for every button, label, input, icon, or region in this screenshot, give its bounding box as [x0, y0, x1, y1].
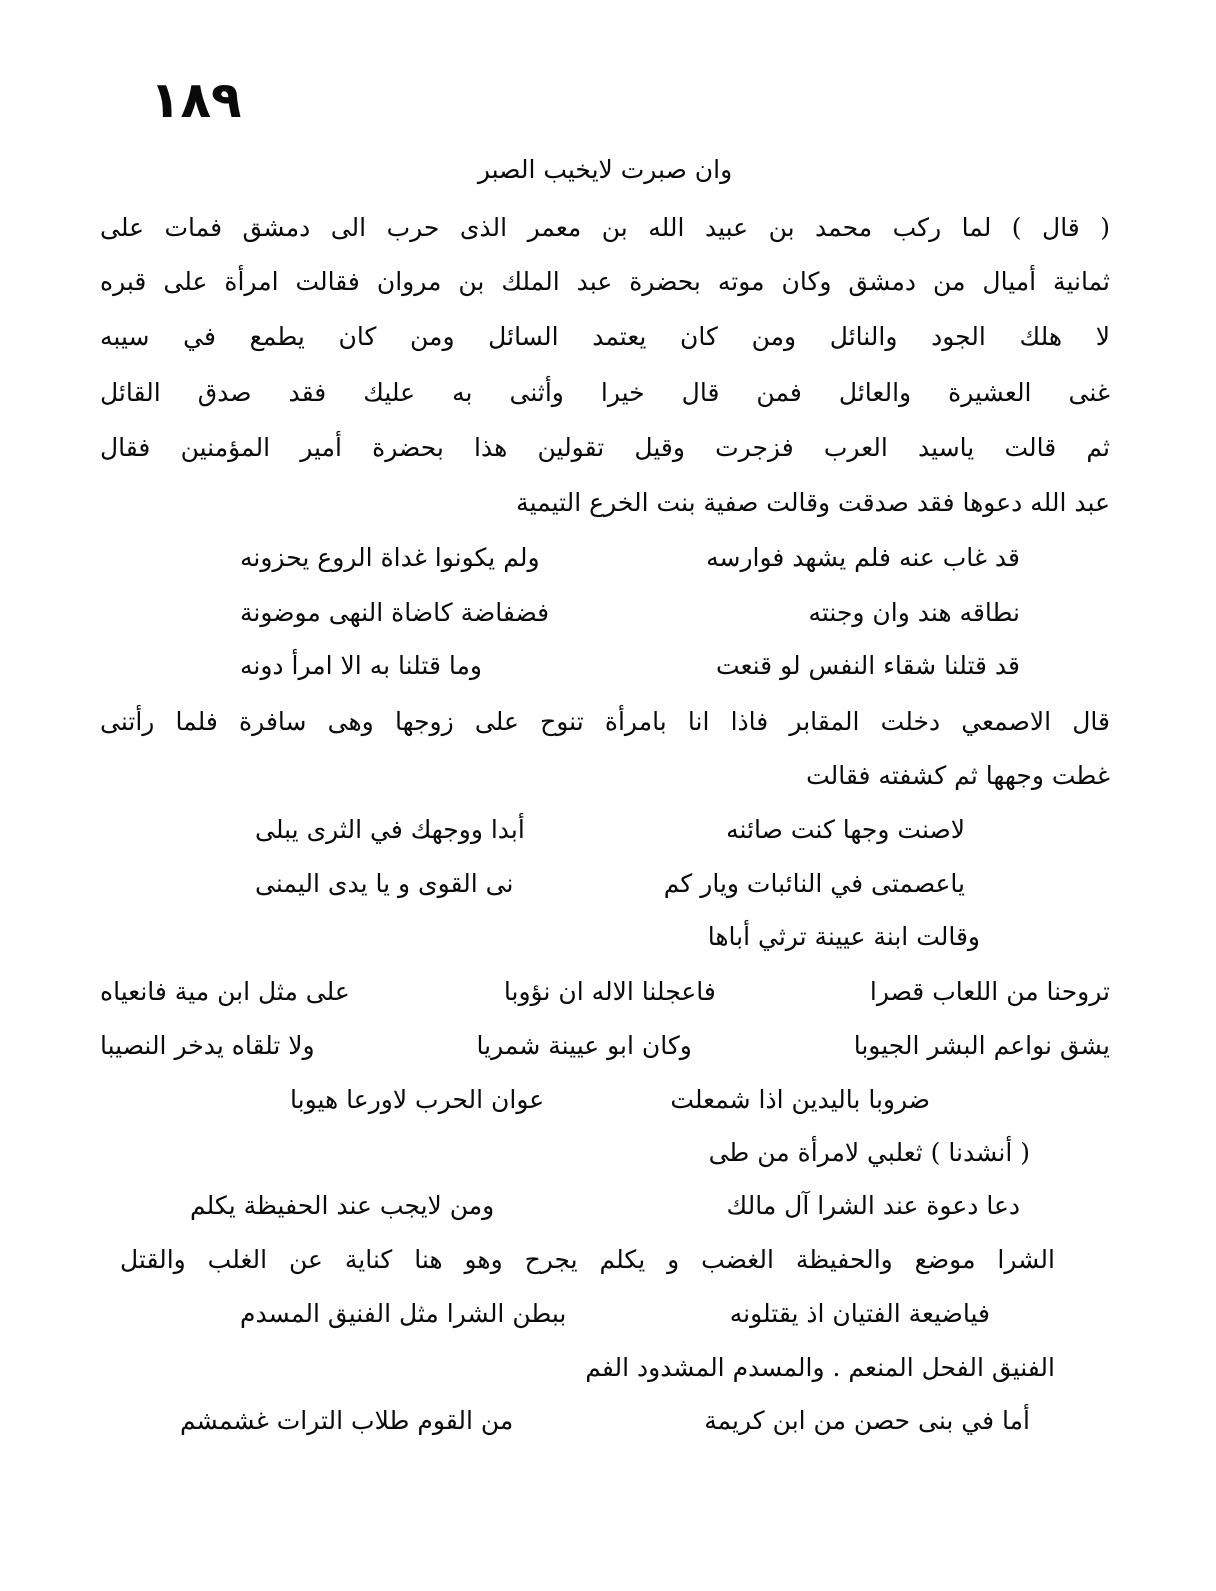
- verse-line: [255, 864, 965, 904]
- verse-hemistich: لاصنت وجها كنت صائنه: [726, 815, 965, 844]
- text-line: عبد الله دعوها فقد صدقت وقالت صفية بنت الخرع التيمية: [516, 488, 1110, 517]
- verse-hemistich: فاعجلنا الاله ان نؤوبا: [503, 977, 716, 1006]
- verse-hemistich: نطاقه هند وان وجنته: [808, 598, 1020, 627]
- verse-line: [190, 1186, 1020, 1226]
- verse-line: [255, 810, 965, 850]
- verse-hemistich: ياعصمتى في النائبات ويار كم: [663, 869, 965, 898]
- verse-hemistich: نى القوى و يا يدى اليمنى: [255, 869, 514, 898]
- verse-hemistich: يشق نواعم البشر الجيوبا: [853, 1031, 1110, 1060]
- text-line: الفنيق الفحل المنعم . والمسدم المشدود الفم: [585, 1353, 1055, 1382]
- text-line: ثمانية أميال من دمشق وكان موته بحضرة عبد الملك بن مروان فقالت امرأة على قبره: [100, 267, 1110, 296]
- verse-hemistich: قد قتلنا شقاء النفس لو قنعت: [716, 651, 1020, 680]
- text-line: ثم قالت ياسيد العرب فزجرت وقيل تقولين هذا بحضرة أمير المؤمنين فقال: [100, 433, 1110, 462]
- verse-line: [240, 538, 1020, 578]
- verse-hemistich: ولم يكونوا غداة الروع يحزونه: [240, 543, 540, 572]
- text-line: ( أنشدنا ) ثعلبي لامرأة من طى: [708, 1138, 1030, 1167]
- verse-line: [180, 1401, 1030, 1441]
- verse-hemistich: وكان ابو عيينة شمريا: [476, 1031, 692, 1060]
- text-line: وان صبرت لايخيب الصبر: [477, 155, 733, 184]
- verse-line: [290, 1080, 930, 1120]
- verse-hemistich: دعا دعوة عند الشرا آل مالك: [726, 1191, 1020, 1220]
- verse-hemistich: وما قتلنا به الا امرأ دونه: [240, 651, 482, 680]
- text-line: وقالت ابنة عيينة ترثي أباها: [707, 922, 980, 951]
- verse-hemistich: أبدا ووجهك في الثرى يبلى: [255, 815, 525, 844]
- verse-line: [240, 646, 1020, 686]
- verse-hemistich: قد غاب عنه فلم يشهد فوارسه: [706, 543, 1020, 572]
- text-line: غطت وجهها ثم كشفته فقالت: [806, 761, 1110, 790]
- verse-hemistich: عوان الحرب لاورعا هيوبا: [290, 1085, 545, 1114]
- verse-hemistich: على مثل ابن مية فانعياه: [100, 977, 350, 1006]
- text-line: الشرا موضع والحفيظة الغضب و يكلم يجرح وهو هنا كناية عن الغلب والقتل: [120, 1245, 1055, 1274]
- page-number: ١٨٩: [150, 71, 242, 129]
- verse-hemistich: ضروبا باليدين اذا شمعلت: [670, 1085, 930, 1114]
- verse-line: [240, 593, 1020, 633]
- text-line: ( قال ) لما ركب محمد بن عبيد الله بن معمر الذى حرب الى دمشق فمات على: [100, 213, 1110, 242]
- text-line: قال الاصمعي دخلت المقابر فاذا انا بامرأة تنوح على زوجها وهى سافرة فلما رأتنى: [100, 707, 1110, 736]
- verse-hemistich: أما في بنى حصن من ابن كريمة: [704, 1406, 1030, 1435]
- verse-line: [100, 972, 1110, 1012]
- verse-hemistich: فياضيعة الفتيان اذ يقتلونه: [729, 1299, 990, 1328]
- verse-hemistich: ولا تلقاه يدخر النصيبا: [100, 1031, 315, 1060]
- verse-hemistich: ومن لايجب عند الحفيظة يكلم: [190, 1191, 495, 1220]
- verse-hemistich: ببطن الشرا مثل الفنيق المسدم: [240, 1299, 567, 1328]
- verse-hemistich: فضفاضة كاضاة النهى موضونة: [240, 598, 550, 627]
- verse-hemistich: تروحنا من اللعاب قصرا: [869, 977, 1110, 1006]
- verse-line: [100, 1026, 1110, 1066]
- text-line: لا هلك الجود والنائل ومن كان يعتمد السائل ومن كان يطمع في سيبه: [100, 322, 1110, 351]
- text-line: غنى العشيرة والعائل فمن قال خيرا وأثنى به عليك فقد صدق القائل: [100, 378, 1110, 407]
- verse-line: [240, 1294, 990, 1334]
- verse-hemistich: من القوم طلاب الترات غشمشم: [180, 1406, 514, 1435]
